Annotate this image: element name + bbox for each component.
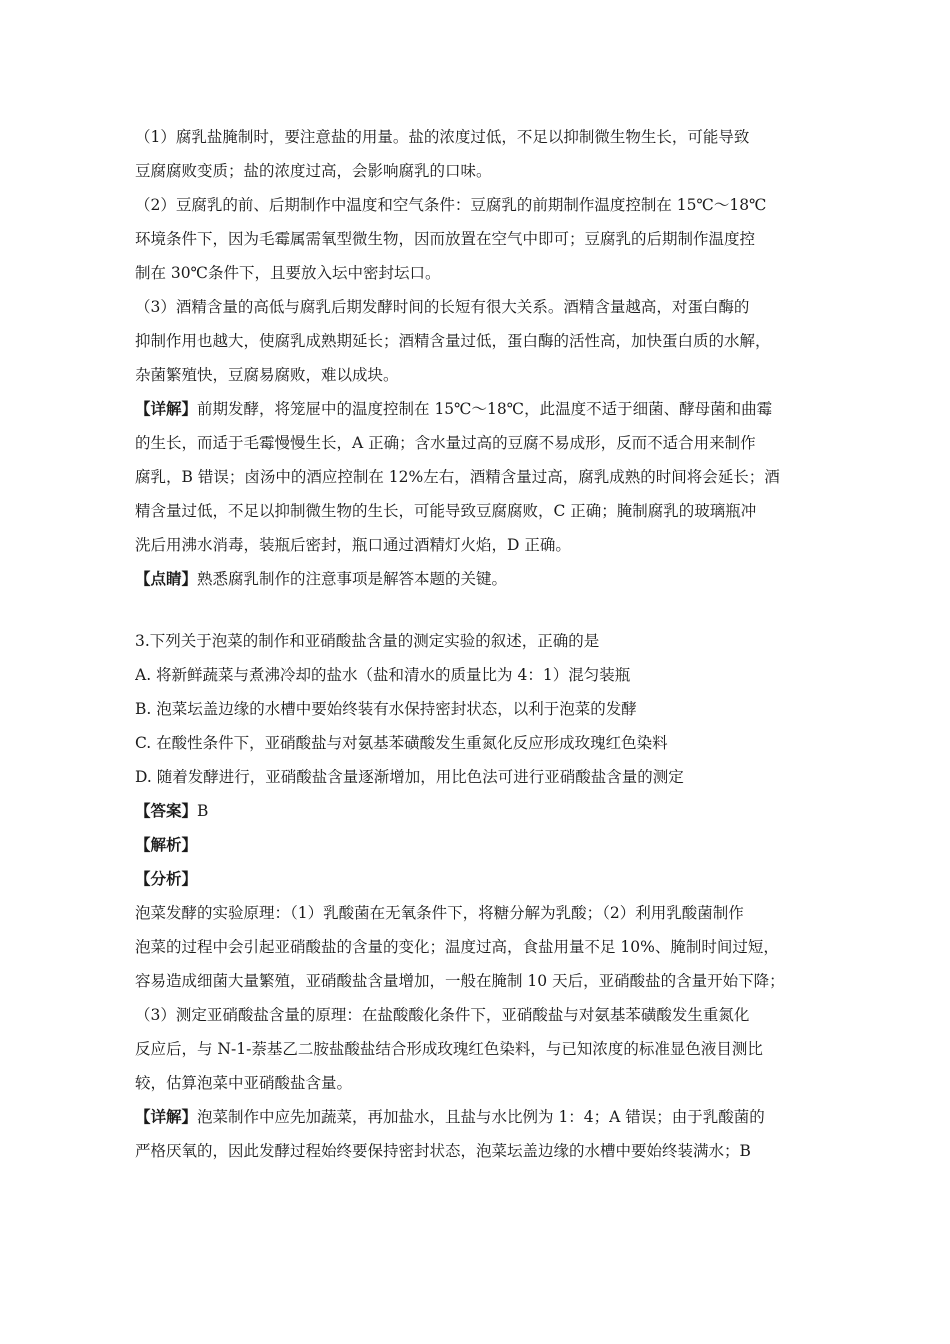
option-d: D. 随着发酵进行，亚硝酸盐含量逐渐增加，用比色法可进行亚硝酸盐含量的测定 <box>135 768 684 786</box>
text-line: （3）酒精含量的高低与腐乳后期发酵时间的长短有很大关系。酒精含量越高，对蛋白酶的 <box>135 298 750 316</box>
option-c: C. 在酸性条件下，亚硝酸盐与对氨基苯磺酸发生重氮化反应形成玫瑰红色染料 <box>135 734 668 752</box>
text-line: 抑制作用也越大，使腐乳成熟期延长；酒精含量过低，蛋白酶的活性高，加快蛋白质的水解， <box>135 332 771 350</box>
text-line: 的生长，而适于毛霉慢慢生长，A 正确；含水量过高的豆腐不易成形，反而不适合用来制作 <box>135 434 756 452</box>
text-line: （2）豆腐乳的前、后期制作中温度和空气条件：豆腐乳的前期制作温度控制在 15℃～18℃ <box>135 196 767 214</box>
option-a: A. 将新鲜蔬菜与煮沸冷却的盐水（盐和清水的质量比为 4：1）混匀装瓶 <box>135 666 631 684</box>
detail-text: 泡菜制作中应先加蔬菜，再加盐水，且盐与水比例为 1：4；A 错误；由于乳酸菌的 <box>197 1108 765 1126</box>
detail-line <box>135 392 825 426</box>
document-body <box>135 120 825 1168</box>
text-line: 严格厌氧的，因此发酵过程始终要保持密封状态，泡菜坛盖边缘的水槽中要始终装满水；B <box>135 1142 751 1160</box>
option-b: B. 泡菜坛盖边缘的水槽中要始终装有水保持密封状态，以利于泡菜的发酵 <box>135 700 637 718</box>
text-line: 较，估算泡菜中亚硝酸盐含量。 <box>135 1074 353 1092</box>
text-line: 杂菌繁殖快，豆腐易腐败，难以成块。 <box>135 366 399 384</box>
text-line: 泡菜的过程中会引起亚硝酸盐的含量的变化；温度过高，食盐用量不足 10%、腌制时间过短， <box>135 938 779 956</box>
text-line: 豆腐腐败变质；盐的浓度过高，会影响腐乳的口味。 <box>135 162 492 180</box>
answer-value: B <box>197 802 209 820</box>
detail-line <box>135 1100 825 1134</box>
fenxi-label: 【分析】 <box>135 869 198 888</box>
spacer <box>135 596 825 624</box>
answer-line <box>135 794 825 828</box>
question-stem: 3.下列关于泡菜的制作和亚硝酸盐含量的测定实验的叙述，正确的是 <box>135 632 600 650</box>
detail-label: 【详解】 <box>135 1107 198 1126</box>
answer-label: 【答案】 <box>135 801 198 820</box>
text-line: 精含量过低，不足以抑制微生物的生长，可能导致豆腐腐败，C 正确；腌制腐乳的玻璃瓶冲 <box>135 502 757 520</box>
text-line: 制在 30℃条件下，且要放入坛中密封坛口。 <box>135 264 441 282</box>
analysis-label: 【解析】 <box>135 835 198 854</box>
tip-text: 熟悉腐乳制作的注意事项是解答本题的关键。 <box>197 570 508 588</box>
tip-line <box>135 562 825 596</box>
detail-label: 【详解】 <box>135 399 198 418</box>
text-line: 容易造成细菌大量繁殖，亚硝酸盐含量增加，一般在腌制 10 天后，亚硝酸盐的含量开始下降； <box>135 972 785 990</box>
text-line: 洗后用沸水消毒，装瓶后密封，瓶口通过酒精灯火焰，D 正确。 <box>135 536 571 554</box>
text-line: （3）测定亚硝酸盐含量的原理：在盐酸酸化条件下，亚硝酸盐与对氨基苯磺酸发生重氮化 <box>135 1006 750 1024</box>
text-line: （1）腐乳盐腌制时，要注意盐的用量。盐的浓度过低，不足以抑制微生物生长，可能导致 <box>135 128 750 146</box>
text-line: 泡菜发酵的实验原理：（1）乳酸菌在无氧条件下，将糖分解为乳酸；（2）利用乳酸菌制作 <box>135 904 744 922</box>
detail-text: 前期发酵，将笼屉中的温度控制在 15℃～18℃，此温度不适于细菌、酵母菌和曲霉 <box>197 400 773 418</box>
tip-label: 【点睛】 <box>135 569 198 588</box>
text-line: 反应后，与 N-1-萘基乙二胺盐酸盐结合形成玫瑰红色染料，与已知浓度的标准显色液目测比 <box>135 1040 763 1058</box>
text-line: 环境条件下，因为毛霉属需氧型微生物，因而放置在空气中即可；豆腐乳的后期制作温度控 <box>135 230 756 248</box>
text-line: 腐乳，B 错误；卤汤中的酒应控制在 12%左右，酒精含量过高，腐乳成熟的时间将会延长；酒 <box>135 468 780 486</box>
